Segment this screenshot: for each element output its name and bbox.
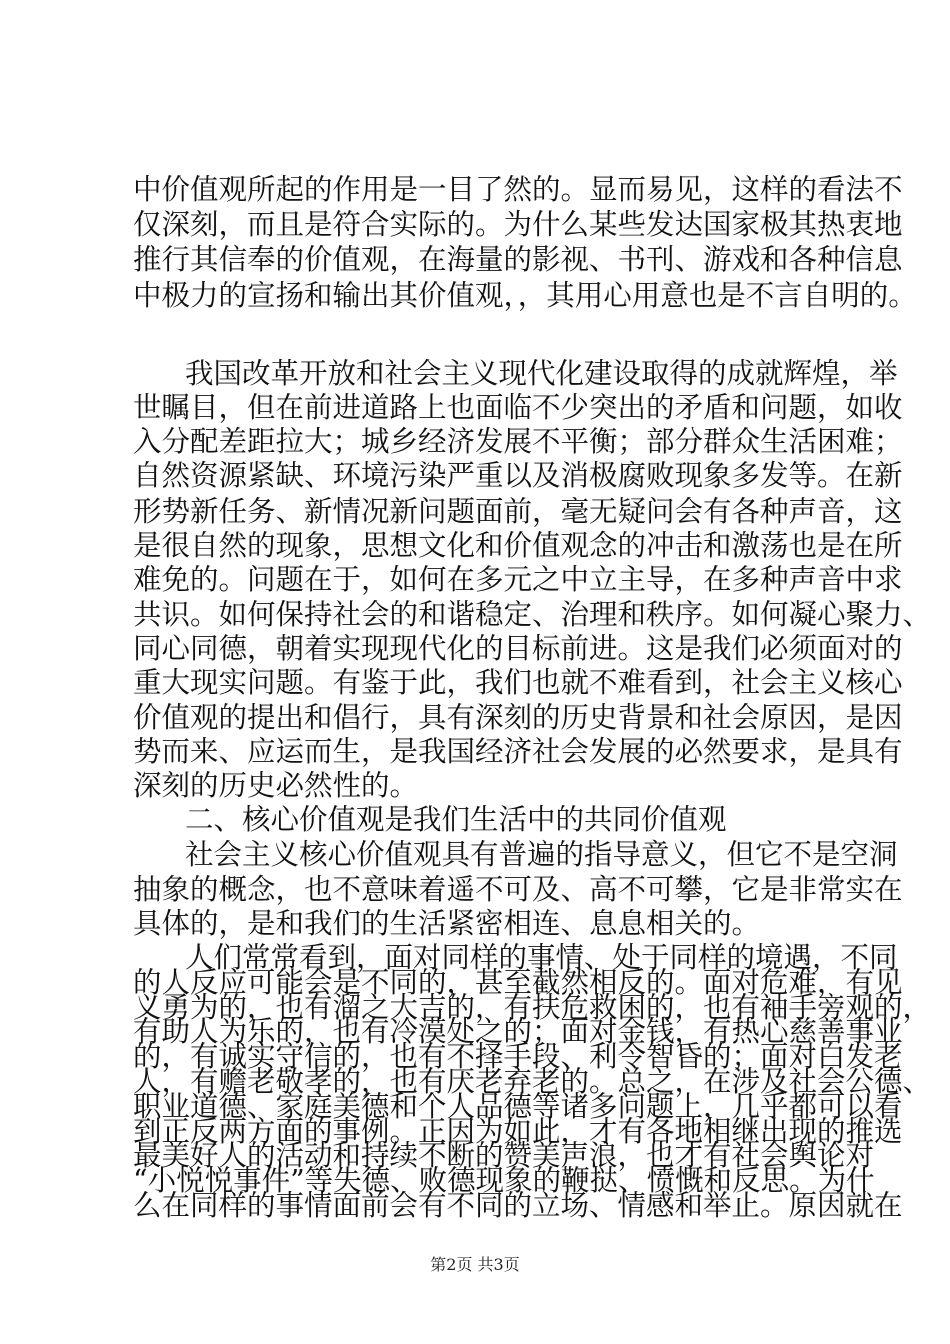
text-line: 具体的，是和我们的生活紧密相连、息息相关的。 bbox=[133, 907, 761, 940]
text-line: 势而来、应运而生，是我国经济社会发展的必然要求，是具有 bbox=[133, 735, 903, 768]
text-line: 最美好人的活动和持续不断的赞美声浪，也才有社会舆论对 bbox=[133, 1139, 875, 1172]
text-line: 到正反两方面的事例。正因为如此，才有各地相继出现的推选 bbox=[133, 1115, 903, 1148]
text-line: 么在同样的事情面前会有不同的立场、情感和举止。原因就在 bbox=[133, 1189, 903, 1222]
text-line: 的人反应可能会是不同的，甚至截然相反的。面对危难，有见 bbox=[133, 966, 903, 999]
text-line: 推行其信奉的价值观，在海量的影视、书刊、游戏和各种信息 bbox=[133, 243, 903, 276]
paragraph-first-line: 社会主义核心价值观具有普遍的指导意义，但它不是空洞 bbox=[185, 838, 898, 871]
text-line: 共识。如何保持社会的和谐稳定、治理和秩序。如何凝心聚力、 bbox=[133, 598, 932, 631]
text-line: 世瞩目，但在前进道路上也面临不少突出的矛盾和问题，如收 bbox=[133, 391, 903, 424]
text-line: 人，有赡老敬孝的，也有厌老弃老的。总之，在涉及社会公德、 bbox=[133, 1065, 932, 1098]
text-line: 入分配差距拉大；城乡经济发展不平衡；部分群众生活困难； bbox=[133, 425, 903, 458]
text-line: 义勇为的，也有溜之大吉的，有扶危救困的，也有袖手旁观的， bbox=[133, 991, 932, 1024]
text-line: 仅深刻，而且是符合实际的。为什么某些发达国家极其热衷地 bbox=[133, 208, 903, 241]
text-line: 抽象的概念，也不意味着遥不可及、高不可攀，它是非常实在 bbox=[133, 873, 903, 906]
text-line: “小悦悦事件”等失德、败德现象的鞭挞、愤慨和反思。为什 bbox=[133, 1164, 875, 1197]
text-line: 形势新任务、新情况新问题面前，毫无疑问会有各种声音，这 bbox=[133, 495, 903, 528]
text-line: 职业道德、家庭美德和个人品德等诸多问题上，几乎都可以看 bbox=[133, 1090, 903, 1123]
paragraph-first-line: 我国改革开放和社会主义现代化建设取得的成就辉煌，举 bbox=[185, 357, 898, 390]
text-line: 的，有诚实守信的，也有不择手段、利令智昏的；面对白发老 bbox=[133, 1040, 903, 1073]
text-line: 重大现实问题。有鉴于此，我们也就不难看到，社会主义核心 bbox=[133, 666, 903, 699]
paragraph-first-line: 人们常常看到，面对同样的事情、处于同样的境遇，不同 bbox=[185, 941, 898, 974]
text-line: 自然资源紧缺、环境污染严重以及消极腐败现象多发等。在新 bbox=[133, 459, 903, 492]
text-line: 中极力的宣扬和输出其价值观，，其用心用意也是不言自明的。 bbox=[133, 279, 917, 312]
page-footer: 第2页 共3页 bbox=[430, 1255, 520, 1274]
text-line: 有助人为乐的，也有冷漠处之的；面对金钱，有热心慈善事业 bbox=[133, 1015, 903, 1048]
section-heading: 二、核心价值观是我们生活中的共同价值观 bbox=[185, 803, 727, 836]
text-line: 难免的。问题在于，如何在多元之中立主导，在多种声音中求 bbox=[133, 563, 903, 596]
text-line: 中价值观所起的作用是一目了然的。显而易见，这样的看法不 bbox=[133, 173, 903, 206]
text-line: 深刻的历史必然性的。 bbox=[133, 769, 419, 802]
text-line: 同心同德，朝着实现现代化的目标前进。这是我们必须面对的 bbox=[133, 632, 903, 665]
text-line: 价值观的提出和倡行，具有深刻的历史背景和社会原因，是因 bbox=[133, 701, 903, 734]
text-line: 是很自然的现象，思想文化和价值观念的冲击和激荡也是在所 bbox=[133, 529, 903, 562]
